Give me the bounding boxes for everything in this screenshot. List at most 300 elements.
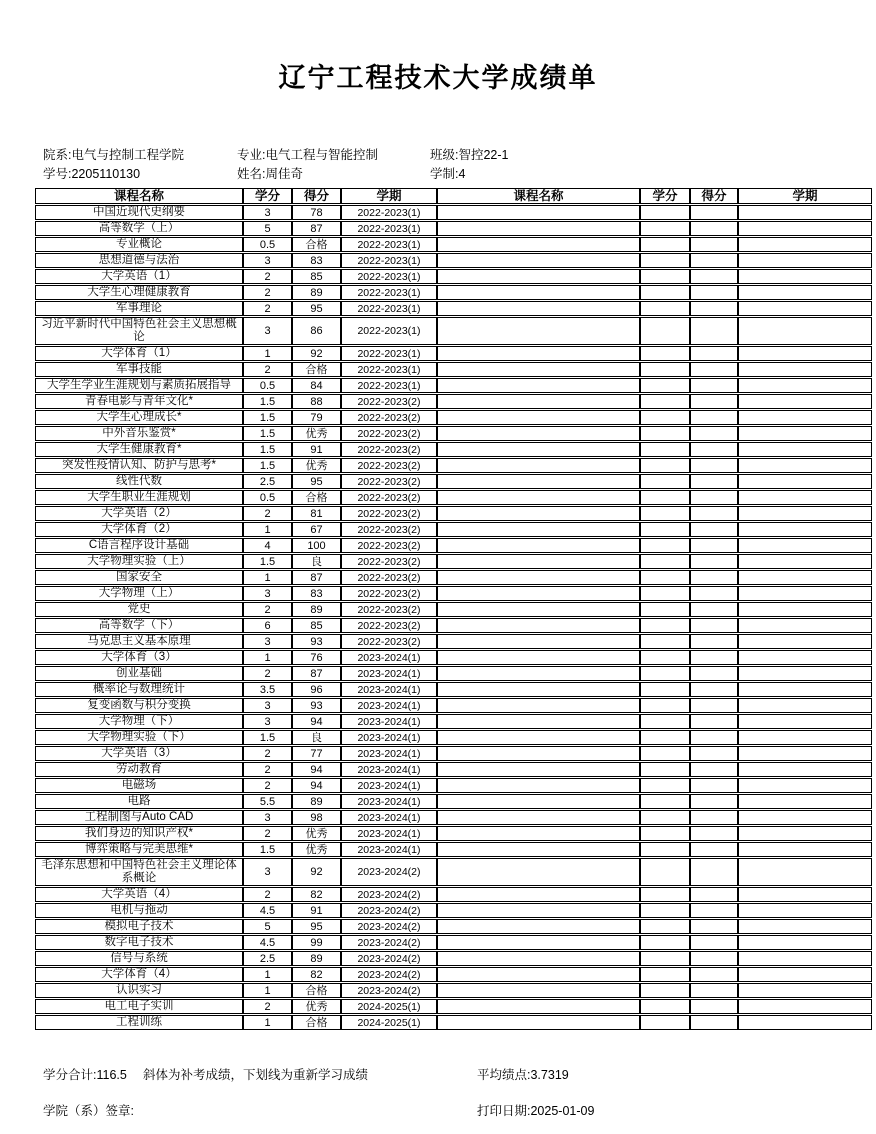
- class-field: [430, 148, 509, 162]
- course-name-cell: 马克思主义基本原理: [35, 634, 243, 649]
- credits-cell: 1: [243, 650, 292, 665]
- credits-cell-empty: [640, 983, 690, 998]
- credits-cell-empty: [640, 887, 690, 902]
- column-header: 课程名称: [35, 188, 243, 204]
- table-row: [35, 810, 872, 825]
- course-name-cell-empty: [437, 682, 640, 697]
- credits-cell-empty: [640, 778, 690, 793]
- credits-cell: 2: [243, 999, 292, 1014]
- credits-cell-empty: [640, 458, 690, 473]
- credits-cell: 1.5: [243, 442, 292, 457]
- credits-cell-empty: [640, 522, 690, 537]
- table-row: [35, 951, 872, 966]
- course-name-cell: 电机与拖动: [35, 903, 243, 918]
- score-cell: 96: [292, 682, 341, 697]
- score-cell-empty: [690, 919, 738, 934]
- course-name-cell: 线性代数: [35, 474, 243, 489]
- credits-cell-empty: [640, 410, 690, 425]
- credits-cell: 0.5: [243, 378, 292, 393]
- course-name-cell-empty: [437, 490, 640, 505]
- term-cell: 2022-2023(1): [341, 221, 437, 236]
- course-name-cell-empty: [437, 586, 640, 601]
- score-cell: 86: [292, 317, 341, 345]
- term-cell: 2022-2023(1): [341, 285, 437, 300]
- term-cell: 2022-2023(1): [341, 269, 437, 284]
- course-name-cell-empty: [437, 762, 640, 777]
- term-cell-empty: [738, 714, 872, 729]
- table-row: [35, 778, 872, 793]
- score-cell: 95: [292, 474, 341, 489]
- course-name-cell-empty: [437, 458, 640, 473]
- column-header: 学期: [341, 188, 437, 204]
- course-name-cell-empty: [437, 746, 640, 761]
- table-row: [35, 826, 872, 841]
- course-name-cell-empty: [437, 570, 640, 585]
- table-row: [35, 602, 872, 617]
- program-length-field: [430, 167, 465, 181]
- score-cell: 88: [292, 394, 341, 409]
- term-cell: 2023-2024(2): [341, 858, 437, 886]
- score-cell: 67: [292, 522, 341, 537]
- credits-cell-empty: [640, 634, 690, 649]
- term-cell-empty: [738, 253, 872, 268]
- score-cell-empty: [690, 285, 738, 300]
- course-name-cell: 青春电影与青年文化*: [35, 394, 243, 409]
- score-cell-empty: [690, 410, 738, 425]
- course-name-cell-empty: [437, 554, 640, 569]
- table-row: [35, 714, 872, 729]
- score-cell: 94: [292, 762, 341, 777]
- credits-cell: 2: [243, 506, 292, 521]
- course-name-cell: 数字电子技术: [35, 935, 243, 950]
- course-name-cell-empty: [437, 317, 640, 345]
- score-cell-empty: [690, 269, 738, 284]
- credits-cell-empty: [640, 474, 690, 489]
- term-cell-empty: [738, 919, 872, 934]
- term-cell-empty: [738, 586, 872, 601]
- score-cell: 良: [292, 554, 341, 569]
- score-cell-empty: [690, 794, 738, 809]
- score-cell: 87: [292, 221, 341, 236]
- table-row: [35, 474, 872, 489]
- score-cell: 95: [292, 301, 341, 316]
- score-cell-empty: [690, 935, 738, 950]
- course-name-cell-empty: [437, 618, 640, 633]
- term-cell: 2022-2023(2): [341, 618, 437, 633]
- table-row: [35, 586, 872, 601]
- credits-cell: 1: [243, 1015, 292, 1030]
- course-name-cell-empty: [437, 253, 640, 268]
- score-cell-empty: [690, 522, 738, 537]
- term-cell-empty: [738, 826, 872, 841]
- course-name-cell-empty: [437, 919, 640, 934]
- table-row: [35, 394, 872, 409]
- term-cell-empty: [738, 842, 872, 857]
- score-cell: 79: [292, 410, 341, 425]
- term-cell-empty: [738, 810, 872, 825]
- table-row: [35, 442, 872, 457]
- course-name-cell: 博弈策略与完美思维*: [35, 842, 243, 857]
- student-id-value: 2205110130: [71, 167, 141, 181]
- credits-cell-empty: [640, 951, 690, 966]
- credits-cell-empty: [640, 698, 690, 713]
- credits-cell-empty: [640, 618, 690, 633]
- table-row: [35, 794, 872, 809]
- score-cell: 91: [292, 442, 341, 457]
- course-name-cell: 大学体育（3）: [35, 650, 243, 665]
- score-cell-empty: [690, 887, 738, 902]
- score-cell-empty: [690, 394, 738, 409]
- student-id-label: 学号:: [43, 167, 72, 181]
- student-name-value: 周佳奇: [265, 167, 303, 181]
- table-row: [35, 554, 872, 569]
- credits-cell: 1.5: [243, 394, 292, 409]
- course-name-cell: 劳动教育: [35, 762, 243, 777]
- score-cell: 合格: [292, 983, 341, 998]
- course-name-cell: 我们身边的知识产权*: [35, 826, 243, 841]
- credits-cell: 1: [243, 522, 292, 537]
- credits-cell: 4.5: [243, 903, 292, 918]
- table-row: [35, 522, 872, 537]
- course-name-cell-empty: [437, 903, 640, 918]
- score-cell: 93: [292, 698, 341, 713]
- term-cell: 2022-2023(2): [341, 458, 437, 473]
- course-name-cell: 国家安全: [35, 570, 243, 585]
- term-cell-empty: [738, 285, 872, 300]
- credits-cell: 5.5: [243, 794, 292, 809]
- term-cell-empty: [738, 378, 872, 393]
- score-cell: 99: [292, 935, 341, 950]
- credits-total: [43, 1068, 127, 1082]
- term-cell-empty: [738, 618, 872, 633]
- column-header: 学期: [738, 188, 872, 204]
- course-name-cell-empty: [437, 935, 640, 950]
- course-name-cell: 大学英语（4）: [35, 887, 243, 902]
- course-name-cell-empty: [437, 666, 640, 681]
- score-cell-empty: [690, 666, 738, 681]
- credits-cell-empty: [640, 714, 690, 729]
- term-cell-empty: [738, 410, 872, 425]
- print-date-field: [477, 1104, 594, 1118]
- credits-cell: 2: [243, 269, 292, 284]
- credits-cell: 2: [243, 301, 292, 316]
- class-value: 智控22-1: [458, 148, 509, 162]
- term-cell-empty: [738, 237, 872, 252]
- student-name-field: [237, 167, 303, 181]
- term-cell-empty: [738, 205, 872, 220]
- score-cell: 85: [292, 269, 341, 284]
- credits-cell: 1: [243, 346, 292, 361]
- table-row: [35, 269, 872, 284]
- credits-cell-empty: [640, 426, 690, 441]
- score-cell-empty: [690, 426, 738, 441]
- gpa-value: 3.7319: [530, 1068, 569, 1082]
- term-cell-empty: [738, 394, 872, 409]
- course-name-cell-empty: [437, 362, 640, 377]
- score-cell-empty: [690, 554, 738, 569]
- term-cell-empty: [738, 490, 872, 505]
- credits-cell: 2: [243, 746, 292, 761]
- score-cell-empty: [690, 490, 738, 505]
- credits-cell: 1.5: [243, 842, 292, 857]
- score-cell: 83: [292, 586, 341, 601]
- credits-cell-empty: [640, 570, 690, 585]
- credits-cell-empty: [640, 999, 690, 1014]
- term-cell-empty: [738, 951, 872, 966]
- credits-cell-empty: [640, 682, 690, 697]
- course-name-cell: 大学英语（3）: [35, 746, 243, 761]
- term-cell-empty: [738, 362, 872, 377]
- table-row: [35, 842, 872, 857]
- term-cell: 2022-2023(2): [341, 586, 437, 601]
- credits-cell: 3: [243, 858, 292, 886]
- course-name-cell: 工程训练: [35, 1015, 243, 1030]
- term-cell-empty: [738, 221, 872, 236]
- column-header: 学分: [640, 188, 690, 204]
- score-cell-empty: [690, 858, 738, 886]
- term-cell: 2023-2024(1): [341, 698, 437, 713]
- table-row: [35, 458, 872, 473]
- course-name-cell: 信号与系统: [35, 951, 243, 966]
- score-cell: 合格: [292, 362, 341, 377]
- credits-cell: 0.5: [243, 490, 292, 505]
- credits-cell-empty: [640, 666, 690, 681]
- score-cell: 76: [292, 650, 341, 665]
- program-length-value: 4: [458, 167, 466, 181]
- course-name-cell: 大学体育（4）: [35, 967, 243, 982]
- course-name-cell: 高等数学（下）: [35, 618, 243, 633]
- term-cell-empty: [738, 967, 872, 982]
- table-row: [35, 490, 872, 505]
- credits-cell-empty: [640, 490, 690, 505]
- score-cell-empty: [690, 362, 738, 377]
- term-cell-empty: [738, 317, 872, 345]
- term-cell-empty: [738, 522, 872, 537]
- course-name-cell-empty: [437, 810, 640, 825]
- table-row: [35, 378, 872, 393]
- course-name-cell: 复变函数与积分变换: [35, 698, 243, 713]
- credits-cell: 3: [243, 634, 292, 649]
- credits-cell: 1.5: [243, 554, 292, 569]
- score-cell-empty: [690, 346, 738, 361]
- credits-cell: 3: [243, 205, 292, 220]
- term-cell-empty: [738, 903, 872, 918]
- credits-cell-empty: [640, 538, 690, 553]
- score-cell: 94: [292, 778, 341, 793]
- term-cell: 2022-2023(1): [341, 205, 437, 220]
- credits-cell: 1: [243, 967, 292, 982]
- credits-cell-empty: [640, 269, 690, 284]
- table-row: [35, 682, 872, 697]
- term-cell-empty: [738, 634, 872, 649]
- term-cell-empty: [738, 602, 872, 617]
- term-cell: 2023-2024(2): [341, 983, 437, 998]
- term-cell: 2022-2023(2): [341, 602, 437, 617]
- score-cell-empty: [690, 506, 738, 521]
- table-row: [35, 999, 872, 1014]
- department-value: 电气与控制工程学院: [71, 148, 184, 162]
- grades-table-body: [35, 205, 872, 1030]
- score-cell-empty: [690, 634, 738, 649]
- score-cell: 78: [292, 205, 341, 220]
- score-cell: 优秀: [292, 458, 341, 473]
- credits-cell-empty: [640, 221, 690, 236]
- table-row: [35, 538, 872, 553]
- score-cell-empty: [690, 650, 738, 665]
- credits-cell: 4.5: [243, 935, 292, 950]
- credits-cell: 2: [243, 666, 292, 681]
- student-id-field: [43, 167, 140, 181]
- term-cell-empty: [738, 269, 872, 284]
- score-cell-empty: [690, 538, 738, 553]
- table-row: [35, 730, 872, 745]
- score-cell: 优秀: [292, 999, 341, 1014]
- credits-cell-empty: [640, 935, 690, 950]
- score-cell-empty: [690, 205, 738, 220]
- credits-cell-empty: [640, 506, 690, 521]
- term-cell: 2023-2024(1): [341, 714, 437, 729]
- credits-cell-empty: [640, 826, 690, 841]
- course-name-cell: 突发性疫情认知、防护与思考*: [35, 458, 243, 473]
- course-name-cell-empty: [437, 967, 640, 982]
- term-cell-empty: [738, 458, 872, 473]
- credits-cell-empty: [640, 762, 690, 777]
- course-name-cell-empty: [437, 442, 640, 457]
- table-row: [35, 570, 872, 585]
- score-cell-empty: [690, 983, 738, 998]
- credits-cell-empty: [640, 810, 690, 825]
- course-name-cell-empty: [437, 1015, 640, 1030]
- column-header: 得分: [292, 188, 341, 204]
- course-name-cell: C语言程序设计基础: [35, 538, 243, 553]
- credits-cell: 2: [243, 362, 292, 377]
- course-name-cell: 大学英语（2）: [35, 506, 243, 521]
- table-row: [35, 903, 872, 918]
- credits-cell-empty: [640, 967, 690, 982]
- score-cell-empty: [690, 474, 738, 489]
- credits-cell: 1.5: [243, 410, 292, 425]
- term-cell: 2023-2024(2): [341, 919, 437, 934]
- score-cell: 98: [292, 810, 341, 825]
- score-cell-empty: [690, 237, 738, 252]
- credits-cell-empty: [640, 301, 690, 316]
- credits-cell: 4: [243, 538, 292, 553]
- credits-cell-empty: [640, 394, 690, 409]
- credits-cell: 0.5: [243, 237, 292, 252]
- course-name-cell: 模拟电子技术: [35, 919, 243, 934]
- course-name-cell: 大学生心理健康教育: [35, 285, 243, 300]
- course-name-cell: 思想道德与法治: [35, 253, 243, 268]
- term-cell: 2023-2024(1): [341, 810, 437, 825]
- course-name-cell: 毛泽东思想和中国特色社会主义理论体系概论: [35, 858, 243, 886]
- score-cell-empty: [690, 762, 738, 777]
- course-name-cell: 工程制图与Auto CAD: [35, 810, 243, 825]
- credits-total-label: 学分合计:: [43, 1068, 97, 1082]
- score-cell-empty: [690, 221, 738, 236]
- credits-cell-empty: [640, 1015, 690, 1030]
- score-cell: 87: [292, 666, 341, 681]
- gpa-label: 平均绩点:: [477, 1068, 531, 1082]
- credits-cell-empty: [640, 378, 690, 393]
- term-cell: 2022-2023(1): [341, 253, 437, 268]
- credits-cell: 1: [243, 570, 292, 585]
- course-name-cell-empty: [437, 983, 640, 998]
- table-row: [35, 919, 872, 934]
- class-label: 班级:: [430, 148, 459, 162]
- course-name-cell-empty: [437, 951, 640, 966]
- table-row: [35, 426, 872, 441]
- table-row: [35, 967, 872, 982]
- score-cell-empty: [690, 378, 738, 393]
- table-row: [35, 253, 872, 268]
- term-cell-empty: [738, 554, 872, 569]
- term-cell: 2022-2023(1): [341, 301, 437, 316]
- course-name-cell: 中国近现代史纲要: [35, 205, 243, 220]
- course-name-cell: 大学物理（上）: [35, 586, 243, 601]
- score-cell-empty: [690, 698, 738, 713]
- score-cell-empty: [690, 301, 738, 316]
- course-name-cell-empty: [437, 269, 640, 284]
- course-name-cell: 大学体育（1）: [35, 346, 243, 361]
- term-cell: 2023-2024(1): [341, 794, 437, 809]
- department-field: [43, 148, 184, 162]
- term-cell: 2022-2023(1): [341, 378, 437, 393]
- credits-cell: 2: [243, 762, 292, 777]
- score-cell-empty: [690, 714, 738, 729]
- course-name-cell: 大学物理（下）: [35, 714, 243, 729]
- term-cell-empty: [738, 778, 872, 793]
- term-cell-empty: [738, 301, 872, 316]
- course-name-cell-empty: [437, 826, 640, 841]
- term-cell: 2022-2023(2): [341, 506, 437, 521]
- course-name-cell-empty: [437, 634, 640, 649]
- term-cell: 2022-2023(1): [341, 317, 437, 345]
- course-name-cell-empty: [437, 378, 640, 393]
- course-name-cell-empty: [437, 301, 640, 316]
- score-cell-empty: [690, 570, 738, 585]
- score-cell: 87: [292, 570, 341, 585]
- course-name-cell-empty: [437, 474, 640, 489]
- term-cell-empty: [738, 474, 872, 489]
- course-name-cell: 专业概论: [35, 237, 243, 252]
- course-name-cell-empty: [437, 506, 640, 521]
- credits-cell-empty: [640, 317, 690, 345]
- score-cell: 95: [292, 919, 341, 934]
- course-name-cell: 电磁场: [35, 778, 243, 793]
- credits-cell: 3: [243, 714, 292, 729]
- table-row: [35, 858, 872, 886]
- table-row: [35, 221, 872, 236]
- term-cell: 2023-2024(2): [341, 935, 437, 950]
- course-name-cell: 电工电子实训: [35, 999, 243, 1014]
- course-name-cell-empty: [437, 650, 640, 665]
- course-name-cell: 习近平新时代中国特色社会主义思想概论: [35, 317, 243, 345]
- table-row: [35, 698, 872, 713]
- credits-cell: 2: [243, 887, 292, 902]
- score-cell: 优秀: [292, 426, 341, 441]
- credits-cell-empty: [640, 346, 690, 361]
- term-cell: 2022-2023(2): [341, 442, 437, 457]
- credits-cell: 5: [243, 919, 292, 934]
- credits-cell-empty: [640, 253, 690, 268]
- column-header: 课程名称: [437, 188, 640, 204]
- credits-cell-empty: [640, 362, 690, 377]
- table-row: [35, 410, 872, 425]
- course-name-cell: 高等数学（上）: [35, 221, 243, 236]
- term-cell-empty: [738, 730, 872, 745]
- course-name-cell: 党史: [35, 602, 243, 617]
- score-cell-empty: [690, 826, 738, 841]
